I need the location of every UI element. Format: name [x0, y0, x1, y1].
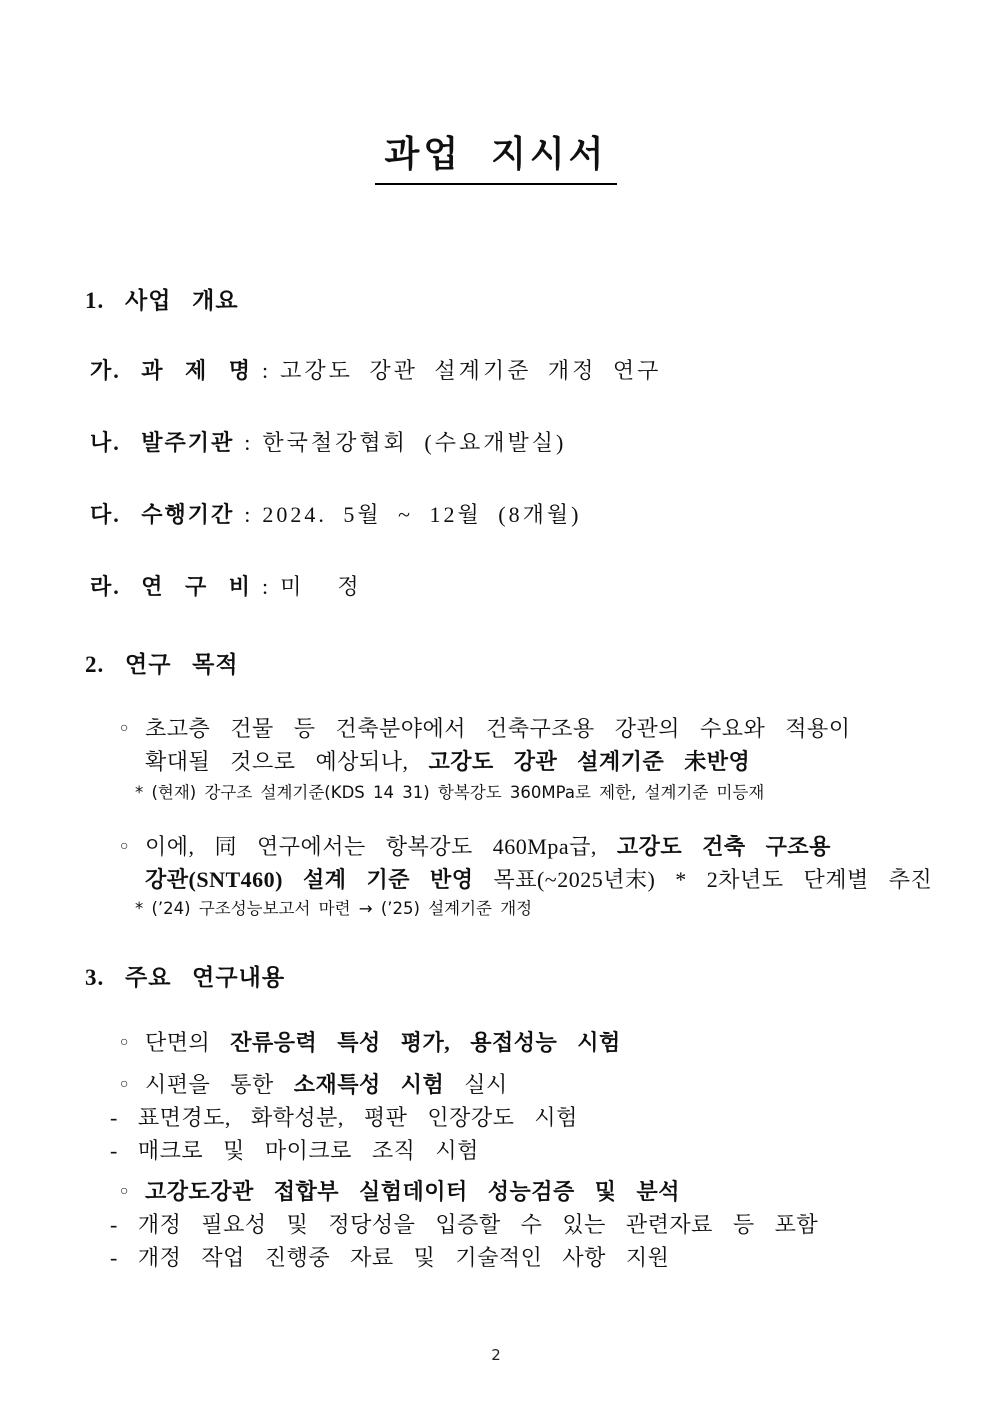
item-colon: : — [244, 502, 251, 527]
dash-list-item: - 매크로 및 마이크로 조직 시험 — [110, 1138, 479, 1163]
bullet-line: 단면의 — [145, 1030, 231, 1055]
bullet-item — [120, 1026, 992, 1059]
bullet-line: 이에, 同 연구에서는 항복강도 460Mpa급, — [145, 834, 617, 859]
bullet-text — [145, 712, 851, 778]
item-label: 라. 연 구 비 — [90, 574, 253, 599]
item-value: 2024. 5월 ~ 12월 (8개월) — [262, 502, 582, 527]
item-colon: : — [244, 430, 251, 455]
item-colon: : — [262, 358, 269, 383]
overview-item-project-name — [90, 356, 992, 386]
footnote: * (’24) 구조성능보고서 마련 → (’25) 설계기준 개정 — [135, 899, 533, 918]
bullet-item — [120, 712, 992, 778]
bullet-line: 목표(~2025년末) * 2차년도 단계별 추진 — [473, 867, 933, 892]
bullet-item — [120, 830, 992, 896]
bullet-line-emphasis: 고강도 건축 구조용 — [616, 834, 831, 859]
section-3-heading: 3. 주요 연구내용 — [85, 965, 286, 990]
item-value: 한국철강협회 (수요개발실) — [262, 430, 567, 455]
item-value: 미 정 — [280, 574, 362, 599]
section-1-heading: 1. 사업 개요 — [85, 288, 239, 313]
title-row — [0, 0, 992, 185]
overview-item-period — [90, 500, 992, 530]
bullet-line-emphasis: 고강도 강관 설계기준 未반영 — [428, 749, 751, 774]
overview-item-budget — [90, 572, 992, 602]
bullet-line-emphasis: 잔류응력 특성 평가, 용접성능 시험 — [230, 1030, 621, 1055]
bullet-line: 초고층 건물 등 건축분야에서 건축구조용 강관의 수요와 적용이 — [145, 716, 851, 741]
overview-item-ordering-agency — [90, 428, 992, 458]
section-2-heading: 2. 연구 목적 — [85, 652, 239, 677]
bullet-line-emphasis: 고강도강관 접합부 실험데이터 성능검증 및 분석 — [145, 1179, 681, 1204]
circle-bullet-icon: ○ — [120, 721, 129, 736]
page-number: 2 — [491, 1346, 501, 1364]
bullet-item — [120, 1175, 992, 1208]
circle-bullet-icon: ○ — [120, 839, 129, 854]
item-label: 가. 과 제 명 — [90, 358, 253, 383]
item-colon: : — [262, 574, 269, 599]
footnote: * (현재) 강구조 설계기준(KDS 14 31) 항복강도 360MPa로 제한, 설계기준 미등재 — [135, 783, 765, 802]
dash-list-item: - 개정 필요성 및 정당성을 입증할 수 있는 관련자료 등 포함 — [110, 1212, 819, 1237]
bullet-text — [145, 830, 932, 896]
bullet-text — [145, 1026, 621, 1059]
circle-bullet-icon: ○ — [120, 1184, 129, 1199]
circle-bullet-icon: ○ — [120, 1077, 129, 1092]
bullet-text — [145, 1175, 680, 1208]
bullet-item — [120, 1068, 992, 1101]
dash-list-item: - 개정 작업 진행중 자료 및 기술적인 사항 지원 — [110, 1245, 670, 1270]
circle-bullet-icon: ○ — [120, 1035, 129, 1050]
document-title: 과업 지시서 — [375, 126, 618, 185]
item-label: 나. 발주기관 — [90, 430, 235, 455]
item-label: 다. 수행기간 — [90, 502, 235, 527]
bullet-line-emphasis: 강관(SNT460) 설계 기준 반영 — [145, 867, 474, 892]
item-value: 고강도 강관 설계기준 개정 연구 — [280, 358, 662, 383]
bullet-line-emphasis: 소재특성 시험 — [293, 1072, 445, 1097]
bullet-line: 확대될 것으로 예상되나, — [145, 749, 429, 774]
bullet-text — [145, 1068, 508, 1101]
dash-list-item: - 표면경도, 화학성분, 평판 인장강도 시험 — [110, 1105, 578, 1130]
bullet-line: 실시 — [444, 1072, 508, 1097]
bullet-line: 시편을 통한 — [145, 1072, 294, 1097]
